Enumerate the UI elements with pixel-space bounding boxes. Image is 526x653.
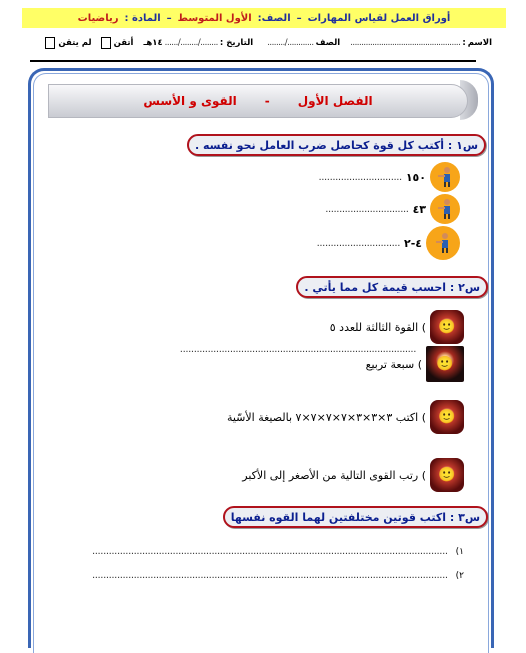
worksheet-header: [22, 8, 506, 28]
not-mastered-label: لم يتقن: [58, 38, 92, 48]
q2-prompt: ) اكتب ٣×٣×٣×٧×٧×٧×٧ بالصيغة الأسّية: [226, 410, 426, 424]
header-separator: –: [166, 12, 172, 24]
q3-answer-blank[interactable]: ................................................................................................................................: [91, 570, 448, 581]
student-info-row: [22, 34, 506, 52]
q2-item-1: [330, 310, 464, 344]
q1-item-3: [317, 226, 460, 260]
grade-label: الصف:: [257, 12, 291, 24]
q1-answer-blank[interactable]: ..............................: [318, 171, 402, 183]
boy-pointing-icon: [430, 194, 460, 224]
not-mastered-option[interactable]: [42, 37, 91, 49]
header-title: أوراق العمل لقياس المهارات: [307, 12, 451, 24]
mastered-option[interactable]: [98, 37, 134, 49]
cartoon-character-icon: 🙂: [430, 458, 464, 492]
q1-expression: ٤-٢: [403, 236, 422, 250]
q1-item-1: [318, 162, 460, 192]
q2-prompt: ) سبعة تربيع: [365, 357, 422, 371]
not-mastered-checkbox[interactable]: [45, 37, 55, 49]
chapter-banner: [48, 84, 468, 118]
q2-answer-blank[interactable]: .....................................................................................: [179, 344, 416, 355]
q2-item-3: [227, 400, 464, 434]
q1-answer-blank[interactable]: ..............................: [325, 203, 409, 215]
q3-number: ١): [455, 546, 464, 557]
mastered-label: أتقن: [113, 38, 134, 48]
class-blank: ............/........: [267, 38, 314, 48]
q3-number: ٢): [455, 570, 464, 581]
question-3-title: س٣ : اكتب قوتين مختلفتين لهما القوه نفسها: [223, 506, 488, 528]
q2-prompt: ) رتب القوى التالية من الأصغر إلى الأكبر: [242, 468, 426, 482]
boy-pointing-icon: [430, 162, 460, 192]
header-divider: [30, 60, 476, 62]
q2-item-4: [242, 458, 464, 492]
mastered-checkbox[interactable]: [101, 37, 111, 49]
class-label: الصف: [315, 38, 341, 48]
q3-item-1: [92, 546, 464, 557]
name-blank: ..................................................: [350, 38, 461, 48]
subject-label: المادة :: [124, 12, 161, 24]
q3-answer-blank[interactable]: ................................................................................................................................: [91, 546, 448, 557]
q2-prompt: ) القوة الثالثة للعدد ٥: [329, 320, 426, 334]
date-field[interactable]: [143, 38, 253, 48]
name-field[interactable]: الاسم : ..................................................: [350, 38, 492, 48]
date-suffix: ١٤هـ: [143, 38, 163, 48]
chapter-title: الفصل الأول: [297, 94, 373, 108]
date-label: التاريخ :: [219, 38, 254, 48]
q1-expression: ١٥٠: [405, 170, 426, 184]
class-field[interactable]: [267, 38, 340, 48]
question-2-title: س٢ : احسب قيمة كل مما يأتي .: [296, 276, 488, 298]
q3-item-2: [92, 570, 464, 581]
q1-item-2: [325, 194, 460, 224]
cartoon-character-icon: 🙂: [426, 346, 464, 382]
chapter-dash: -: [264, 94, 270, 108]
grade-value: الأول المتوسط: [177, 12, 252, 24]
q1-expression: ٤٣: [412, 202, 426, 216]
lesson-title: القوى و الأسس: [143, 94, 237, 108]
boy-pointing-icon: [426, 226, 460, 260]
cartoon-character-icon: 🙂: [430, 310, 464, 344]
question-1-title: س١ : أكتب كل قوة كحاصل ضرب العامل نحو نفسه .: [187, 134, 486, 156]
date-blank: ......../......../......: [164, 38, 218, 48]
cartoon-character-icon: 🙂: [430, 400, 464, 434]
name-label: الاسم: [467, 38, 492, 48]
q1-answer-blank[interactable]: ..............................: [316, 237, 400, 249]
subject-value: رياضيات: [77, 12, 119, 24]
q2-item-2: [366, 346, 464, 382]
header-separator: –: [296, 12, 302, 24]
